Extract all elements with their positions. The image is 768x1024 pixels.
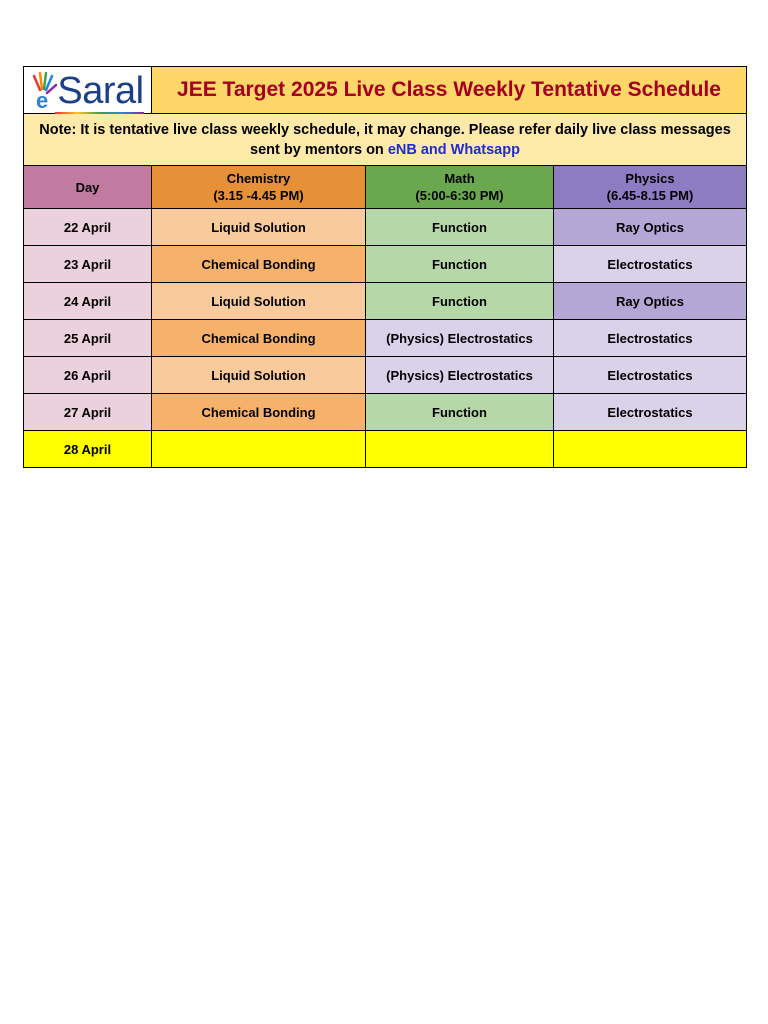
physics-cell: Electrostatics bbox=[554, 394, 747, 431]
day-cell: 22 April bbox=[24, 209, 152, 246]
header-math bbox=[366, 166, 554, 209]
day-cell: 23 April bbox=[24, 246, 152, 283]
header-chemistry-time: (3.15 -4.45 PM) bbox=[213, 188, 304, 203]
header-math-time: (5:00-6:30 PM) bbox=[415, 188, 504, 203]
hand-icon bbox=[31, 70, 59, 110]
day-cell: 25 April bbox=[24, 320, 152, 357]
header-chemistry bbox=[152, 166, 366, 209]
header-day: Day bbox=[24, 166, 152, 209]
math-cell: (Physics) Electrostatics bbox=[366, 357, 554, 394]
table-row bbox=[24, 394, 747, 431]
chemistry-cell: Chemical Bonding bbox=[152, 320, 366, 357]
table-row-highlighted bbox=[24, 431, 747, 468]
table-row bbox=[24, 283, 747, 320]
physics-cell: Electrostatics bbox=[554, 246, 747, 283]
day-cell: 27 April bbox=[24, 394, 152, 431]
logo-text: Saral bbox=[57, 70, 144, 112]
column-header-row bbox=[24, 166, 747, 209]
physics-cell: Electrostatics bbox=[554, 357, 747, 394]
esaral-logo bbox=[24, 67, 151, 113]
chemistry-cell: Chemical Bonding bbox=[152, 394, 366, 431]
physics-cell: Ray Optics bbox=[554, 209, 747, 246]
schedule-table bbox=[23, 66, 747, 468]
note-link: eNB and Whatsapp bbox=[387, 141, 520, 158]
logo-cell bbox=[24, 67, 152, 114]
logo-letter: e bbox=[36, 88, 49, 110]
math-cell: Function bbox=[366, 283, 554, 320]
math-cell: Function bbox=[366, 246, 554, 283]
title-row bbox=[24, 67, 747, 114]
page-title: JEE Target 2025 Live Class Weekly Tentative Schedule bbox=[152, 67, 747, 114]
chemistry-cell: Liquid Solution bbox=[152, 283, 366, 320]
table-row bbox=[24, 320, 747, 357]
physics-cell: Electrostatics bbox=[554, 320, 747, 357]
chemistry-cell: Chemical Bonding bbox=[152, 246, 366, 283]
header-chemistry-name: Chemistry bbox=[226, 171, 291, 186]
note bbox=[24, 114, 747, 166]
day-cell: 28 April bbox=[24, 431, 152, 468]
chemistry-cell: Liquid Solution bbox=[152, 209, 366, 246]
chemistry-cell bbox=[152, 431, 366, 468]
math-cell bbox=[366, 431, 554, 468]
table-row bbox=[24, 357, 747, 394]
table-row bbox=[24, 209, 747, 246]
physics-cell: Ray Optics bbox=[554, 283, 747, 320]
note-row bbox=[24, 114, 747, 166]
day-cell: 26 April bbox=[24, 357, 152, 394]
header-math-name: Math bbox=[444, 171, 475, 186]
logo-underline bbox=[55, 112, 143, 114]
day-cell: 24 April bbox=[24, 283, 152, 320]
math-cell: Function bbox=[366, 394, 554, 431]
note-text: Note: It is tentative live class weekly schedule, it may change. Please refer daily live class messages sent by mentors on bbox=[39, 121, 731, 158]
math-cell: Function bbox=[366, 209, 554, 246]
header-physics-name: Physics bbox=[625, 171, 675, 186]
math-cell: (Physics) Electrostatics bbox=[366, 320, 554, 357]
header-physics-time: (6.45-8.15 PM) bbox=[606, 188, 694, 203]
table-row bbox=[24, 246, 747, 283]
chemistry-cell: Liquid Solution bbox=[152, 357, 366, 394]
physics-cell bbox=[554, 431, 747, 468]
header-physics bbox=[554, 166, 747, 209]
